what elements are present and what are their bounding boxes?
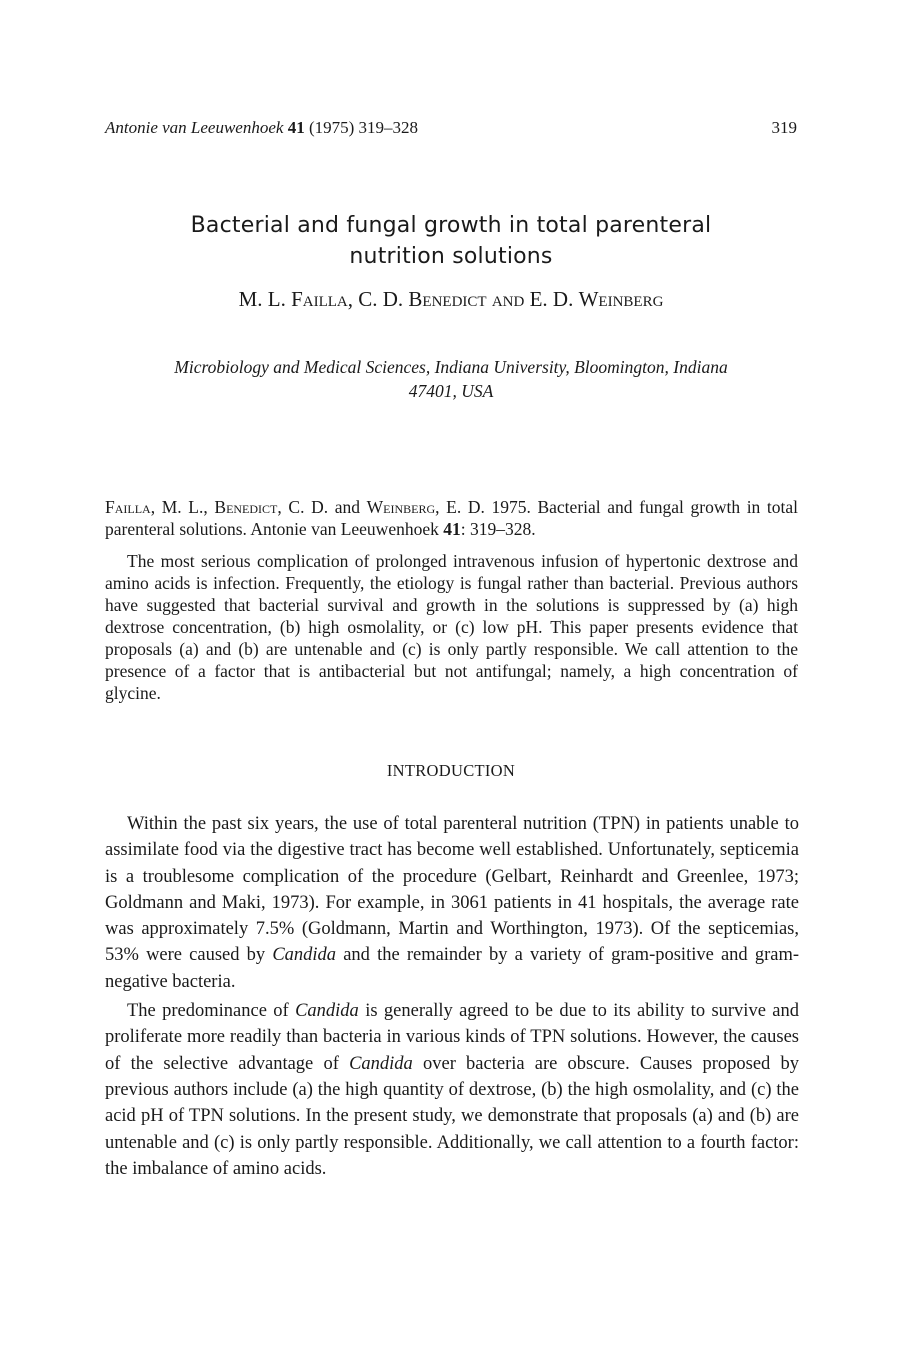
author-list: M. L. Failla, C. D. Benedict and E. D. Weinberg <box>238 287 664 311</box>
journal-volume: 41 <box>287 118 305 137</box>
citation-author-1-surname: Failla <box>105 497 151 517</box>
section-heading-introduction: INTRODUCTION <box>386 761 516 780</box>
introduction-body <box>105 811 799 1182</box>
author-conjunction: and <box>491 287 525 311</box>
intro-p2-genus-2: Candida <box>349 1053 413 1074</box>
author-2-surname: Benedict <box>408 287 487 311</box>
abstract-citation <box>105 496 798 540</box>
intro-p1-genus: Candida <box>272 945 337 966</box>
author-2-initials: C. D. <box>358 287 404 311</box>
citation-author-2-initials: , C. D. and <box>277 497 360 517</box>
citation-rest: , E. D. 1975. Bacterial and fungal growth in total parenteral solutions. Antonie van Leeuwenhoek <box>105 497 799 539</box>
running-header <box>105 117 797 139</box>
intro-p2-text-a: The predominance of <box>127 1001 289 1022</box>
intro-p2-genus-1: Candida <box>295 1001 359 1022</box>
affiliation <box>105 355 797 403</box>
author-1-surname: Failla <box>291 287 348 311</box>
intro-p2-text-b: is generally agreed to be due to its ability to survive and proliferate more readily than bacteria in various kinds of TPN solutions. However, the causes of the selective advantage of <box>105 1001 799 1074</box>
affiliation-line-1: Microbiology and Medical Sciences, Indiana University, Bloomington, Indiana <box>174 357 728 377</box>
citation-author-3-surname: Weinberg <box>366 497 436 517</box>
citation-volume: 41 <box>443 519 461 539</box>
title-line-2: nutrition solutions <box>349 244 553 269</box>
page-number: 319 <box>771 118 797 137</box>
intro-p1-text-b: and the remainder by a variety of gram-positive and gram-negative bacteria. <box>105 945 800 992</box>
citation-author-2-surname: Benedict <box>214 497 278 517</box>
abstract-summary: The most serious complication of prolonged intravenous infusion of hypertonic dextrose and amino acids is infection. Frequently, the etiology is fungal rather than bacterial. Previous authors have suggested that bacterial survival and growth in the solutions is suppressed by (a) high dextrose concentration, (b) high osmolality, or (c) low pH. This paper presents evidence that proposals (a) and (b) are untenable and (c) is only partly responsible. We call attention to the presence of a factor that is antibacterial but not antifungal; namely, a high concentration of glycine. <box>105 551 798 703</box>
author-3-surname: Weinberg <box>578 287 664 311</box>
affiliation-line-2: 47401, USA <box>408 381 494 401</box>
abstract <box>105 496 798 704</box>
intro-paragraph-1 <box>105 811 799 995</box>
citation-author-1-initials: , M. L., <box>150 497 208 517</box>
author-1-initials: M. L. <box>238 287 286 311</box>
title-line-1: Bacterial and fungal growth in total parenteral <box>190 213 712 238</box>
intro-p1-text-a: Within the past six years, the use of total parenteral nutrition (TPN) in patients unable to assimilate food via the digestive tract has become well established. Unfortunately, septicemia is a troublesome complication of the procedure (Gelbart, Reinhardt and Greenlee, 1973; Goldmann and Maki, 1973). For example, in 3061 patients in 41 hospitals, the average rate was approximately 7.5% (Goldmann, Martin and Worthington, 1973). Of the septicemias, 53% were caused by <box>105 814 799 966</box>
intro-p2-text-c: over bacteria are obscure. Causes proposed by previous authors include (a) the high quantity of dextrose, (b) the high osmolality, and (c) the acid pH of TPN solutions. In the present study, we demonstrate that proposals (a) and (b) are untenable and (c) is only partly responsible. Additionally, we call attention to a fourth factor: the imbalance of amino acids. <box>105 1053 799 1179</box>
journal-year-pages: (1975) 319–328 <box>308 118 419 137</box>
citation-pages: : 319–328. <box>460 519 536 539</box>
journal-name: Antonie van Leeuwenhoek <box>105 118 284 137</box>
author-3-initials: E. D. <box>529 287 574 311</box>
article-title <box>105 210 797 272</box>
intro-paragraph-2 <box>105 998 799 1182</box>
